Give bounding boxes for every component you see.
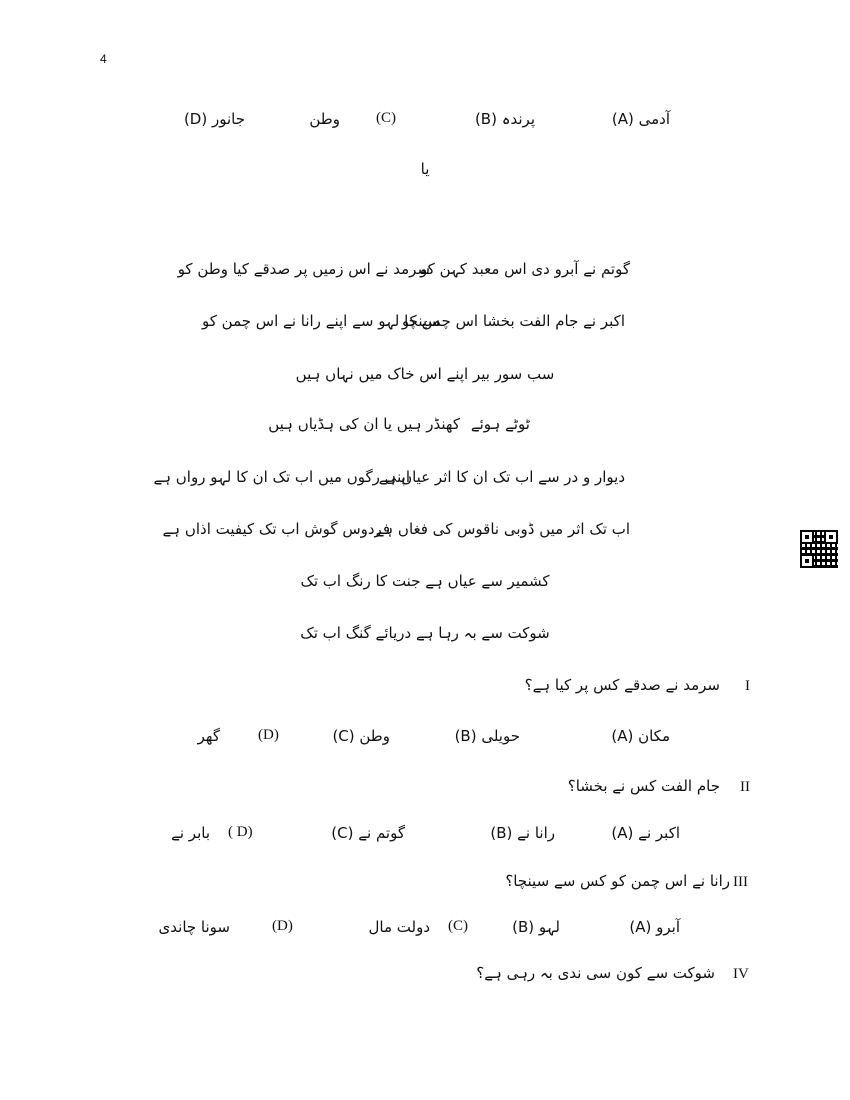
poem-line-6-left: فردوس گوش اب تک کیفیت اذاں ہے: [162, 520, 390, 538]
question-2-number: II: [740, 779, 750, 795]
question-4-number: IV: [733, 966, 749, 982]
question-1-option-d-label: (D): [258, 727, 279, 743]
poem-line-5-right: دیوار و در سے اب تک ان کا اثر عیاں ہے: [378, 468, 625, 486]
question-1-option-d-text: گھر: [197, 727, 220, 745]
top-option-b: (B) پرندہ: [474, 110, 535, 128]
question-2-option-d-label: ( D): [228, 824, 253, 840]
top-option-c-label: (C): [376, 110, 396, 126]
poem-line-1-right: گوتم نے آبرو دی اس معبد کہن کو: [419, 260, 630, 278]
question-1-option-b: (B) حویلی: [454, 727, 520, 745]
question-3-text: رانا نے اس چمن کو کس سے سینچا؟: [505, 872, 730, 890]
poem-line-7: کشمیر سے عیاں ہے جنت کا رنگ اب تک: [300, 572, 550, 590]
question-4-text: شوکت سے کون سی ندی بہ رہی ہے؟: [476, 964, 715, 982]
qr-code: [800, 530, 838, 568]
poem-line-5-left: اپنی رگوں میں اب تک ان کا لہو رواں ہے: [153, 468, 410, 486]
question-3-number: III: [733, 874, 748, 890]
or-word: یا: [420, 160, 430, 178]
poem-line-6-right: اب تک اثر میں ڈوبی ناقوس کی فغاں ہے: [375, 520, 630, 538]
question-3-option-d-text: سونا چاندی: [158, 918, 230, 936]
poem-line-1-left: سرمد نے اس زمیں پر صدقے کیا وطن کو: [177, 260, 430, 278]
question-2-option-a: (A) اکبر نے: [611, 824, 680, 842]
question-1-number: I: [745, 678, 750, 694]
poem-line-2-left: سینچا لہو سے اپنے رانا نے اس چمن کو: [202, 312, 440, 330]
question-1-text: سرمد نے صدقے کس پر کیا ہے؟: [524, 676, 720, 694]
question-1-option-a: (A) مکان: [611, 727, 670, 745]
poem-line-3: سب سور بیر اپنے اس خاک میں نہاں ہیں: [295, 365, 555, 383]
question-2-option-b: (B) رانا نے: [490, 824, 555, 842]
question-3-option-b: (B) لہو: [512, 918, 560, 936]
question-2-option-d-text: بابر نے: [171, 824, 210, 842]
top-option-c-text: وطن: [309, 110, 340, 128]
poem-line-2-right: اکبر نے جام الفت بخشا اس چمن کو: [401, 312, 625, 330]
question-3-option-a: (A) آبرو: [629, 918, 680, 936]
question-2-text: جام الفت کس نے بخشا؟: [567, 777, 720, 795]
question-3-option-c-text: دولت مال: [368, 918, 430, 936]
question-3-option-c-label: (C): [448, 918, 468, 934]
page-number: 4: [100, 52, 107, 66]
poem-line-4-right: ٹوٹے ہوئے: [470, 415, 530, 433]
top-option-a: (A) آدمی: [611, 110, 670, 128]
question-3-option-d-label: (D): [272, 918, 293, 934]
top-option-d: (D) جانور: [183, 110, 245, 128]
question-1-option-c: (C) وطن: [332, 727, 390, 745]
question-2-option-c: (C) گوتم نے: [331, 824, 405, 842]
poem-line-8: شوکت سے بہ رہا ہے دریائے گنگ اب تک: [300, 624, 550, 642]
poem-line-4-left: کھنڈر ہیں یا ان کی ہڈیاں ہیں: [268, 415, 460, 433]
